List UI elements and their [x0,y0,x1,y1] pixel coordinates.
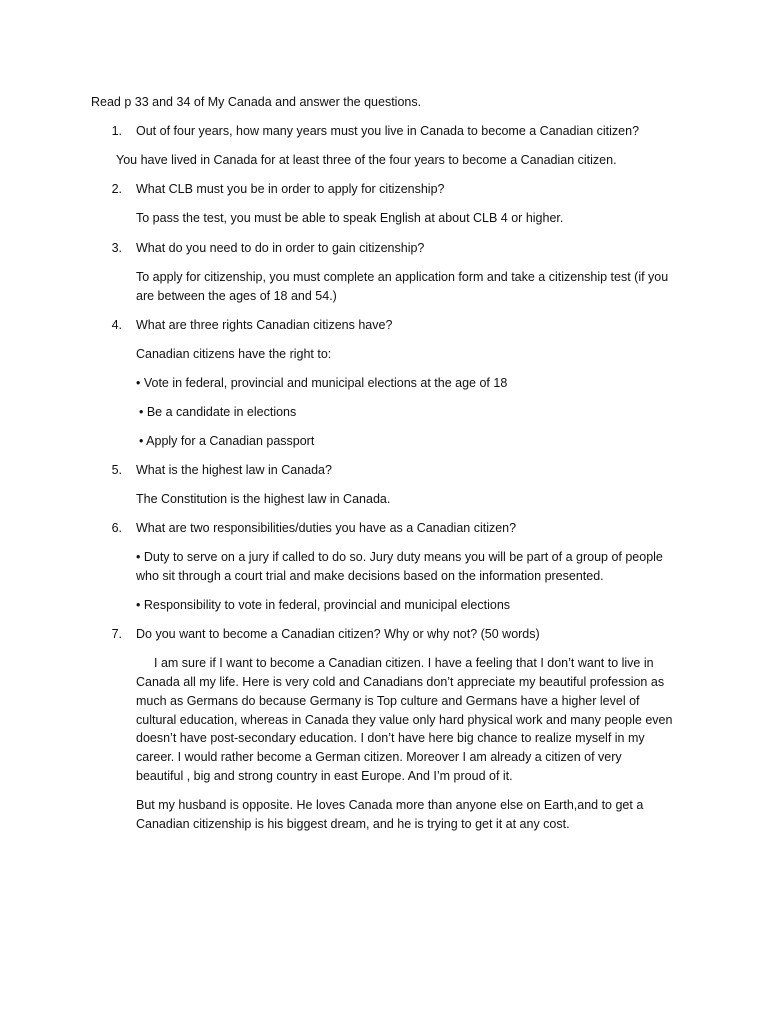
question-number: 4. [111,318,122,332]
answer-text: But my husband is opposite. He loves Canada more than anyone else on Earth,and to get a [136,798,644,812]
answer-text: are between the ages of 18 and 54.) [136,289,337,303]
question-number: 6. [111,521,122,535]
question-number: 2. [111,182,122,196]
answer-text: The Constitution is the highest law in Canada. [136,492,391,506]
answer-bullet: • Vote in federal, provincial and municipal elections at the age of 18 [136,376,508,390]
answer-text: career. I would rather become a German citizen. Moreover I am already a citizen of very [136,750,622,764]
question-number: 7. [111,627,122,641]
answer-bullet: • Be a candidate in elections [139,405,297,419]
answer-text: To apply for citizenship, you must complete an application form and take a citizenship test (if you [136,270,669,284]
question-text: What are three rights Canadian citizens have? [136,318,393,332]
answer-bullet: • Duty to serve on a jury if called to do so. Jury duty means you will be part of a group of people [136,550,663,564]
question-text: What do you need to do in order to gain citizenship? [136,241,425,255]
answer-bullet: • Responsibility to vote in federal, provincial and municipal elections [136,598,511,612]
intro-text: Read p 33 and 34 of My Canada and answer the questions. [91,95,422,109]
question-text: Out of four years, how many years must you live in Canada to become a Canadian citizen? [136,124,640,138]
answer-text: cultural education, whereas in Canada they value only hard physical work and many people even [136,713,673,727]
answer-text: Canada all my life. Here is very cold and Canadians don’t appreciate my beautiful profession as [136,675,665,689]
answer-text: doesn’t have post-secondary education. I don’t have here big chance to realize myself in my [136,731,645,745]
question-number: 3. [111,241,122,255]
answer-text: beautiful , big and strong country in east Europe. And I’m proud of it. [136,769,513,783]
question-text: What CLB must you be in order to apply for citizenship? [136,182,445,196]
question-text: What is the highest law in Canada? [136,463,332,477]
answer-text: To pass the test, you must be able to speak English at about CLB 4 or higher. [136,211,564,225]
answer-text: Canadian citizens have the right to: [136,347,332,361]
question-number: 5. [111,463,122,477]
question-number: 1. [111,124,122,138]
answer-text: who sit through a court trial and make decisions based on the information presented. [136,569,604,583]
answer-bullet: • Apply for a Canadian passport [139,434,315,448]
answer-text: Canadian citizenship is his biggest dream, and he is trying to get it at any cost. [136,817,570,831]
answer-text: I am sure if I want to become a Canadian citizen. I have a feeling that I don’t want to live in [154,656,654,670]
question-text: Do you want to become a Canadian citizen? Why or why not? (50 words) [136,627,540,641]
answer-text: much as Germans do because Germany is Top culture and Germans have a higher level of [136,694,640,708]
question-text: What are two responsibilities/duties you have as a Canadian citizen? [136,521,517,535]
answer-text: You have lived in Canada for at least three of the four years to become a Canadian citizen. [116,153,617,167]
